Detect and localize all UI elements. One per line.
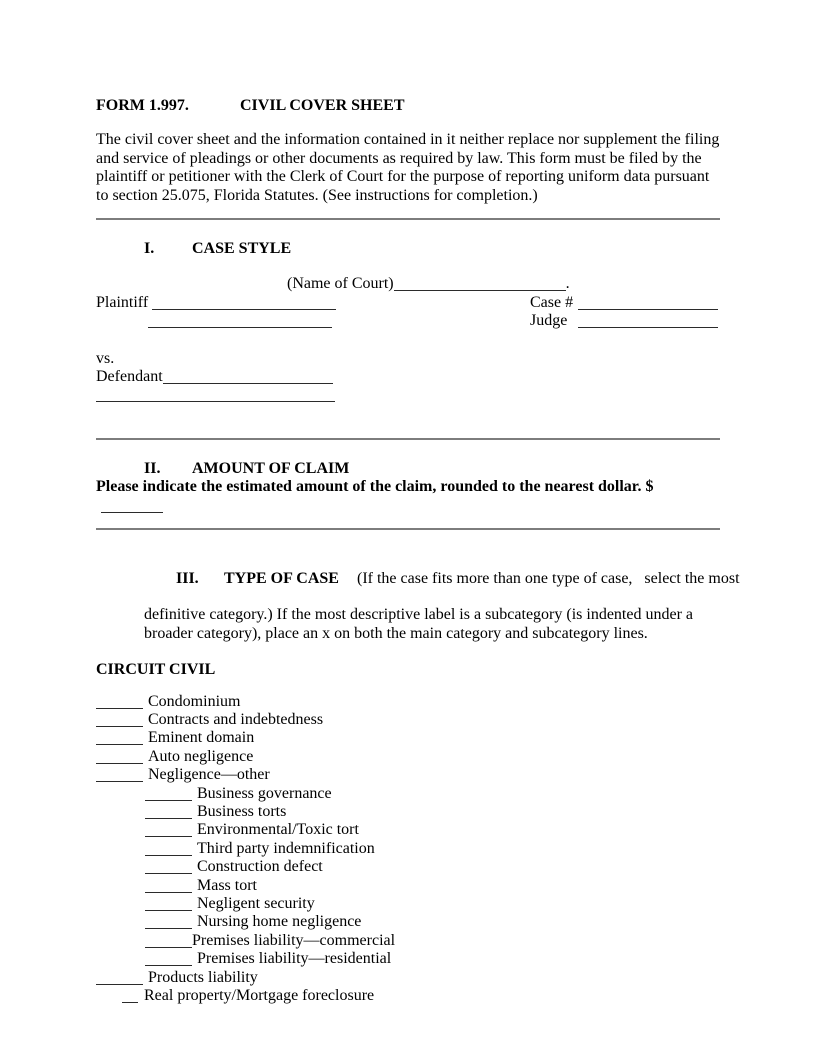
section-2-heading (96, 460, 720, 478)
case-type-label: Third party indemnification (197, 839, 375, 857)
name-of-court-suffix: . (565, 275, 570, 293)
name-of-court-label: (Name of Court) (287, 275, 394, 293)
case-type-item (96, 932, 720, 950)
case-type-item (96, 821, 720, 839)
case-type-item (96, 729, 720, 747)
vs-label: vs. (96, 349, 115, 367)
defendant-row-2 (96, 386, 720, 404)
case-type-label: Auto negligence (148, 747, 254, 765)
case-type-item (96, 969, 720, 987)
section-1-number: I. (144, 240, 155, 258)
section-3-heading (96, 551, 740, 606)
case-type-list (96, 693, 720, 1006)
form-number: FORM 1.997. (96, 97, 189, 114)
case-type-item (96, 877, 720, 895)
section-3-title: TYPE OF CASE (224, 569, 339, 587)
case-type-item (96, 693, 720, 711)
plaintiff-blank-2[interactable] (148, 326, 332, 328)
case-type-blank[interactable] (145, 854, 192, 856)
case-type-item (96, 950, 720, 968)
case-type-item (96, 913, 720, 931)
case-type-blank[interactable] (145, 964, 192, 966)
case-type-blank[interactable] (145, 799, 192, 801)
section-3-block (96, 551, 740, 643)
case-type-item (96, 748, 720, 766)
amount-of-claim-line (96, 478, 720, 515)
section-divider (96, 528, 720, 530)
case-type-label: Premises liability—commercial (192, 931, 396, 949)
plaintiff-label: Plaintiff (96, 293, 149, 311)
name-of-court-blank[interactable] (394, 289, 566, 291)
vs-row (96, 350, 720, 368)
form-title: CIVIL COVER SHEET (240, 97, 405, 114)
case-type-item (96, 766, 720, 784)
case-type-label: Contracts and indebtedness (148, 710, 324, 728)
case-type-blank[interactable] (96, 743, 143, 745)
case-type-blank[interactable] (96, 780, 143, 782)
plaintiff-judge-row (96, 312, 720, 330)
case-number-group (530, 294, 718, 312)
defendant-label: Defendant (96, 368, 163, 386)
defendant-blank-1[interactable] (163, 382, 333, 384)
judge-blank[interactable] (578, 326, 718, 328)
case-type-blank[interactable] (96, 762, 143, 764)
case-type-blank[interactable] (122, 1001, 138, 1003)
amount-of-claim-instruction: Please indicate the estimated amount of the claim, rounded to the nearest dollar. $ (96, 478, 654, 496)
case-type-label: Construction defect (197, 858, 323, 876)
case-type-label: Business governance (197, 784, 332, 802)
case-type-blank[interactable] (145, 817, 192, 819)
circuit-civil-heading: CIRCUIT CIVIL (96, 661, 216, 679)
case-type-blank[interactable] (145, 927, 192, 929)
name-of-court-row (96, 275, 720, 293)
case-type-label: Negligent security (197, 895, 315, 912)
section-divider (96, 438, 720, 440)
case-type-label: Environmental/Toxic tort (197, 821, 359, 839)
form-title-row (96, 97, 720, 115)
section-3-instruction-line-3: broader category), place an x on both the main category and subcategory lines. (144, 624, 648, 642)
case-number-blank[interactable] (578, 308, 718, 310)
amount-of-claim-blank[interactable] (101, 511, 163, 513)
case-type-label: Real property/Mortgage foreclosure (144, 987, 375, 1005)
case-type-item (96, 711, 720, 729)
case-type-label: Premises liability—residential (197, 950, 392, 968)
case-type-item (96, 785, 720, 803)
section-3-instruction-line-2: definitive category.) If the most descriptive label is a subcategory (is indented under a (144, 606, 693, 624)
case-type-item (96, 858, 720, 876)
plaintiff-blank-1[interactable] (152, 308, 336, 310)
case-type-blank[interactable] (145, 946, 192, 948)
case-type-blank[interactable] (96, 983, 143, 985)
case-type-label: Nursing home negligence (197, 913, 362, 931)
case-type-label: Mass tort (197, 876, 257, 894)
section-divider (96, 218, 720, 220)
case-type-item (96, 895, 720, 913)
defendant-blank-2[interactable] (96, 400, 335, 402)
case-type-label: Eminent domain (148, 729, 255, 747)
intro-paragraph: The civil cover sheet and the information contained in it neither replace nor supplement the filing and service of pleadings or other documents as required by law. This form must be filed by the plaintiff or petitioner with the Clerk of Court for the purpose of reporting uniform data pursuant to section 25.075, Florida Statutes. (See instructions for completion.) (96, 131, 720, 204)
section-1-title: CASE STYLE (192, 240, 292, 258)
case-type-blank[interactable] (145, 909, 192, 911)
case-type-blank[interactable] (145, 891, 192, 893)
case-type-label: Products liability (148, 968, 258, 986)
defendant-row (96, 368, 720, 386)
judge-group (530, 312, 718, 330)
judge-label: Judge (530, 312, 568, 330)
case-number-label: Case # (530, 293, 574, 311)
section-3-number: III. (176, 569, 199, 587)
section-1-heading (96, 240, 720, 258)
case-type-blank[interactable] (96, 725, 143, 727)
case-type-blank[interactable] (145, 872, 192, 874)
case-type-item (96, 840, 720, 858)
section-2-number: II. (144, 459, 161, 477)
section-3-instruction-line-1: (If the case fits more than one type of case, select the most (356, 569, 740, 587)
case-type-label: Negligence—other (148, 766, 270, 784)
case-type-blank[interactable] (96, 707, 143, 709)
case-type-label: Condominium (148, 692, 241, 710)
case-type-label: Business torts (197, 802, 287, 820)
case-type-item (96, 803, 720, 821)
section-2-title: AMOUNT OF CLAIM (192, 459, 350, 477)
form-content (96, 0, 740, 1005)
case-type-blank[interactable] (145, 835, 192, 837)
case-type-item (96, 987, 720, 1005)
plaintiff-row (96, 294, 720, 312)
